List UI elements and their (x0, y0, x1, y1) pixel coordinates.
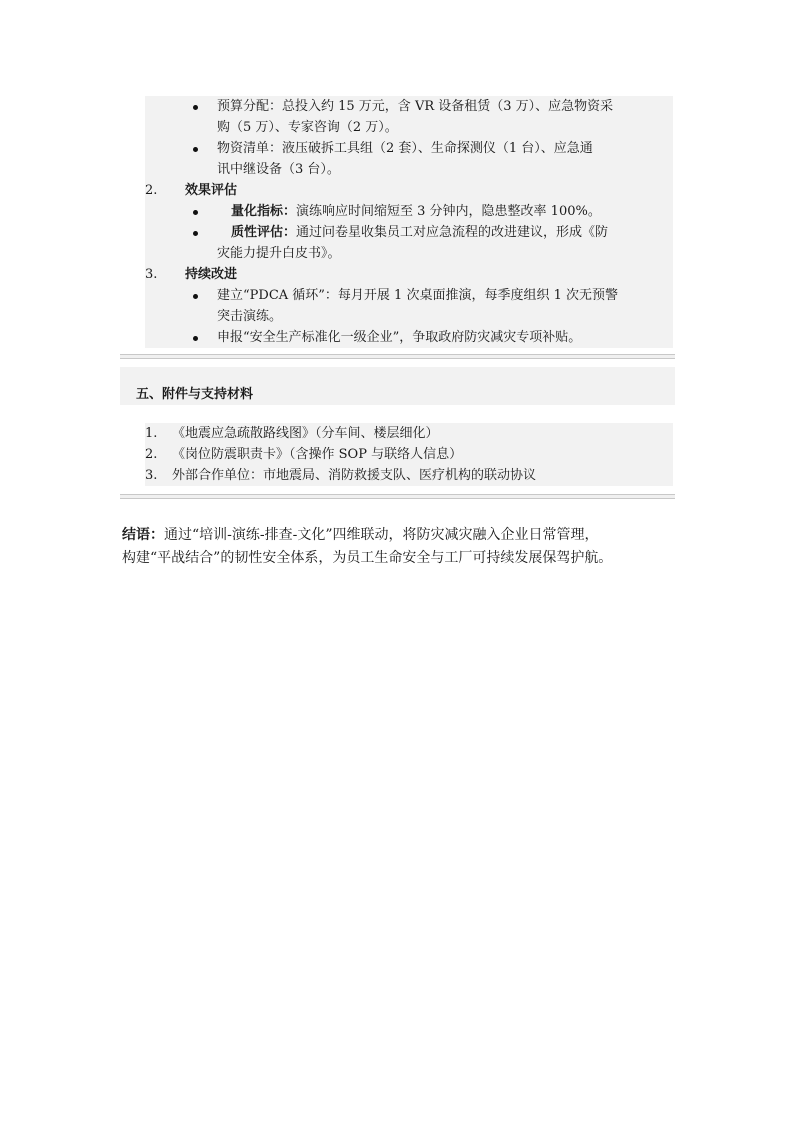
pdca-line1: 建立“PDCA 循环”：每月开展 1 次桌面推演，每季度组织 1 次无预警 (217, 288, 619, 303)
item-text: 《岗位防震职责卡》（含操作 SOP 与联络人信息） (172, 447, 463, 462)
numbered-heading (145, 180, 673, 201)
list-item (145, 201, 673, 222)
section-heading: 五、附件与支持材料 (136, 387, 254, 402)
item-title: 持续改进 (185, 267, 238, 282)
conclusion-paragraph (122, 524, 677, 570)
pdca-line2: 突击演练。 (217, 309, 283, 324)
conclusion-line1: 通过“培训-演练-排查-文化”四维联动，将防灾减灾融入企业日常管理， (164, 527, 599, 543)
quant-label: 量化指标： (231, 204, 297, 219)
bullet-icon (193, 105, 198, 110)
horizontal-rule (120, 494, 675, 499)
list-item (145, 222, 673, 243)
bullet-icon (193, 147, 198, 152)
list-item (145, 138, 673, 159)
qual-text-line2: 灾能力提升白皮书》。 (217, 246, 341, 261)
bullet-icon (193, 231, 198, 236)
list-item (145, 327, 673, 348)
budget-line2: 购（5 万）、专家咨询（2 万）。 (217, 120, 398, 135)
list-item-continued (145, 306, 673, 327)
bullet-icon (193, 336, 198, 341)
qual-text-line1: 通过问卷星收集员工对应急流程的改进建议，形成《防 (296, 225, 609, 240)
quant-text: 演练响应时间缩短至 3 分钟内，隐患整改率 100%。 (296, 204, 601, 219)
list-item (145, 285, 673, 306)
standardization-text: 申报“安全生产标准化一级企业”，争取政府防灾减灾专项补贴。 (217, 330, 582, 345)
attachments-list (145, 423, 673, 486)
list-item (145, 96, 673, 117)
list-item (145, 423, 673, 444)
section4-continuation (145, 96, 673, 348)
list-item (145, 444, 673, 465)
list-item-continued (145, 243, 673, 264)
horizontal-rule (120, 354, 675, 359)
bullet-icon (193, 294, 198, 299)
conclusion-line2: 构建“平战结合”的韧性安全体系，为员工生命安全与工厂可持续发展保驾护航。 (122, 550, 613, 566)
qual-label: 质性评估： (231, 225, 297, 240)
list-item-continued (145, 159, 673, 180)
materials-line2: 讯中继设备（3 台）。 (217, 162, 340, 177)
budget-line1: 预算分配：总投入约 15 万元，含 VR 设备租赁（3 万）、应急物资采 (217, 99, 614, 114)
item-text: 外部合作单位：市地震局、消防救援支队、医疗机构的联动协议 (172, 468, 537, 483)
numbered-heading (145, 264, 673, 285)
section5-heading-box (120, 367, 675, 405)
item-number: 2. (145, 183, 158, 198)
item-number: 2. (145, 447, 158, 462)
list-item (145, 465, 673, 486)
item-text: 《地震应急疏散路线图》（分车间、楼层细化） (172, 426, 439, 441)
materials-line1: 物资清单：液压破拆工具组（2 套）、生命探测仪（1 台）、应急通 (217, 141, 593, 156)
item-title: 效果评估 (185, 183, 238, 198)
item-number: 3. (145, 468, 158, 483)
conclusion-label: 结语： (122, 527, 164, 543)
item-number: 1. (145, 426, 158, 441)
item-number: 3. (145, 267, 158, 282)
bullet-icon (193, 210, 198, 215)
list-item-continued (145, 117, 673, 138)
